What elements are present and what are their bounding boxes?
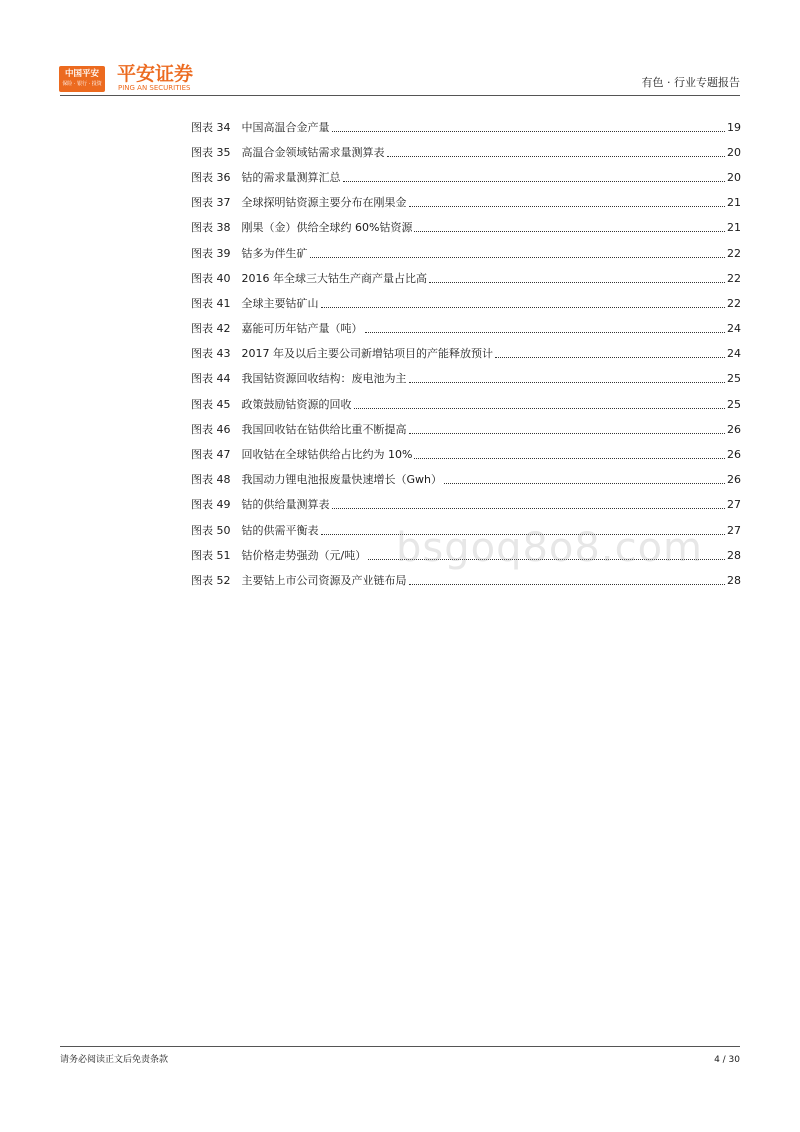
toc-entry-title: 中国高温合金产量 <box>241 120 330 134</box>
figure-index-list <box>191 115 741 594</box>
brand-name-cn: 平安证券 <box>117 63 194 85</box>
logo-text-main: 中国平安 <box>64 69 99 79</box>
toc-entry-label: 图表 37 <box>191 196 231 210</box>
toc-entry-title: 我国回收钴在钴供给比重不断提高 <box>241 422 407 436</box>
toc-dot-leader <box>343 180 726 182</box>
toc-dot-leader <box>365 331 726 333</box>
toc-entry-title: 嘉能可历年钴产量（吨） <box>241 322 363 336</box>
toc-entry-title: 2017 年及以后主要公司新增钴项目的产能释放预计 <box>241 347 493 361</box>
toc-entry-title: 我国钴资源回收结构：废电池为主 <box>241 372 407 386</box>
toc-entry-label: 图表 45 <box>191 397 231 411</box>
toc-entry-label: 图表 48 <box>191 473 231 487</box>
toc-entry[interactable] <box>191 392 741 417</box>
toc-dot-leader <box>495 356 725 358</box>
toc-entry[interactable] <box>191 140 741 165</box>
report-type: 有色 · 行业专题报告 <box>641 76 740 89</box>
toc-entry-title: 钴的需求量测算汇总 <box>241 170 341 184</box>
page-header <box>0 0 800 100</box>
toc-entry-page: 20 <box>727 145 741 159</box>
toc-dot-leader <box>354 407 726 409</box>
toc-entry-page: 24 <box>727 322 741 336</box>
toc-entry-page: 22 <box>727 246 741 260</box>
toc-entry-page: 24 <box>727 347 741 361</box>
toc-entry-label: 图表 46 <box>191 422 231 436</box>
toc-entry-page: 26 <box>727 422 741 436</box>
toc-entry[interactable] <box>191 165 741 190</box>
toc-dot-leader <box>321 306 726 308</box>
pingan-logo <box>59 66 105 92</box>
toc-entry[interactable] <box>191 342 741 367</box>
toc-entry-label: 图表 49 <box>191 498 231 512</box>
toc-entry[interactable] <box>191 468 741 493</box>
header-divider <box>60 95 740 96</box>
toc-entry-page: 27 <box>727 498 741 512</box>
toc-entry-title: 钴的供需平衡表 <box>241 523 319 537</box>
toc-entry-label: 图表 38 <box>191 221 231 235</box>
toc-entry-page: 25 <box>727 397 741 411</box>
toc-entry-label: 图表 40 <box>191 271 231 285</box>
toc-entry-label: 图表 47 <box>191 448 231 462</box>
toc-entry-page: 21 <box>727 221 741 235</box>
toc-entry-title: 钴的供给量测算表 <box>241 498 330 512</box>
toc-entry-title: 刚果（金）供给全球约 60%钴资源 <box>241 221 413 235</box>
toc-entry-page: 21 <box>727 196 741 210</box>
toc-entry-page: 22 <box>727 271 741 285</box>
toc-dot-leader <box>409 381 726 383</box>
toc-dot-leader <box>332 130 726 132</box>
toc-entry-page: 27 <box>727 523 741 537</box>
toc-dot-leader <box>310 256 726 258</box>
brand-name-en: PING AN SECURITIES <box>118 84 191 92</box>
toc-entry-label: 图表 42 <box>191 322 231 336</box>
toc-entry-page: 26 <box>727 448 741 462</box>
toc-entry[interactable] <box>191 115 741 140</box>
toc-entry[interactable] <box>191 317 741 342</box>
toc-dot-leader <box>409 583 726 585</box>
toc-entry-title: 钴价格走势强劲（元/吨） <box>241 548 367 562</box>
toc-entry[interactable] <box>191 241 741 266</box>
toc-entry-label: 图表 41 <box>191 296 231 310</box>
toc-entry-label: 图表 34 <box>191 120 231 134</box>
toc-dot-leader <box>429 281 725 283</box>
toc-entry-page: 28 <box>727 548 741 562</box>
toc-entry-label: 图表 35 <box>191 145 231 159</box>
toc-entry-title: 全球探明钴资源主要分布在刚果金 <box>241 196 407 210</box>
toc-entry-page: 26 <box>727 473 741 487</box>
toc-entry[interactable] <box>191 417 741 442</box>
toc-entry-title: 主要钴上市公司资源及产业链布局 <box>241 573 407 587</box>
toc-entry[interactable] <box>191 442 741 467</box>
toc-dot-leader <box>409 432 726 434</box>
toc-entry-label: 图表 52 <box>191 573 231 587</box>
toc-entry-page: 28 <box>727 573 741 587</box>
toc-entry[interactable] <box>191 568 741 593</box>
toc-entry-page: 20 <box>727 170 741 184</box>
toc-entry-page: 19 <box>727 120 741 134</box>
toc-entry-title: 全球主要钴矿山 <box>241 296 319 310</box>
watermark: bsgoq8o8.com <box>396 525 703 571</box>
toc-entry[interactable] <box>191 367 741 392</box>
toc-entry[interactable] <box>191 493 741 518</box>
toc-entry-title: 钴多为伴生矿 <box>241 246 308 260</box>
toc-entry-label: 图表 51 <box>191 548 231 562</box>
toc-entry[interactable] <box>191 266 741 291</box>
toc-dot-leader <box>387 155 726 157</box>
toc-dot-leader <box>414 230 725 232</box>
toc-entry-label: 图表 39 <box>191 246 231 260</box>
toc-entry-page: 25 <box>727 372 741 386</box>
toc-entry-title: 我国动力锂电池报废量快速增长（Gwh） <box>241 473 442 487</box>
footer-divider <box>60 1046 740 1047</box>
toc-dot-leader <box>414 457 725 459</box>
toc-entry-label: 图表 50 <box>191 523 231 537</box>
toc-entry-title: 2016 年全球三大钴生产商产量占比高 <box>241 271 427 285</box>
toc-entry-page: 22 <box>727 296 741 310</box>
toc-entry-title: 政策鼓励钴资源的回收 <box>241 397 352 411</box>
toc-entry[interactable] <box>191 216 741 241</box>
toc-entry-label: 图表 36 <box>191 170 231 184</box>
toc-dot-leader <box>409 205 726 207</box>
toc-dot-leader <box>332 507 726 509</box>
logo-text-sub: 保险 · 银行 · 投资 <box>62 81 102 87</box>
toc-entry[interactable] <box>191 191 741 216</box>
page-number: 4 / 30 <box>714 1055 740 1065</box>
toc-entry-label: 图表 44 <box>191 372 231 386</box>
footer-disclaimer: 请务必阅读正文后免责条款 <box>60 1055 169 1065</box>
toc-dot-leader <box>444 482 725 484</box>
toc-entry-label: 图表 43 <box>191 347 231 361</box>
toc-entry-title: 高温合金领域钴需求量测算表 <box>241 145 385 159</box>
toc-entry[interactable] <box>191 291 741 316</box>
toc-entry-title: 回收钴在全球钴供给占比约为 10% <box>241 448 413 462</box>
